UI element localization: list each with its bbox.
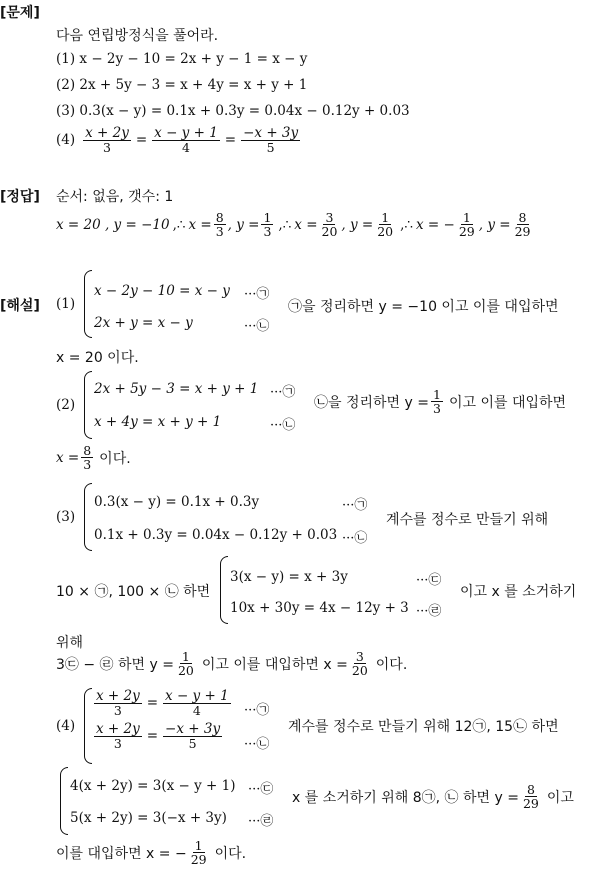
step-1-text: ㉠을 정리하면 y = −10 이고 이를 대입하면 (288, 299, 559, 315)
step-3-eq-1: 0.3(x − y) = 0.1x + 0.3y (94, 494, 260, 510)
problem-item-4: (4) $\frac{x + 2y}{3}$ = $\frac{x - y + 1}{4}$ = $\frac{-x + 3y}{5}$ (56, 125, 299, 156)
item-4-label: (4) (56, 132, 76, 149)
step-3-eq-3: 3(x − y) = x + 3y (230, 569, 348, 585)
equation-tag: ···㉠ (244, 287, 270, 302)
step-3-label: (3) (56, 509, 76, 525)
answer-header: [정답] (0, 189, 40, 205)
fraction: $\frac{x + 2y}{3}$ (96, 688, 140, 719)
step-2-text: ㉡을 정리하면 y = $\frac{1}{3}$ 이고 이를 대입하면 (314, 387, 567, 417)
step-3-text: 계수를 정수로 만들기 위해 (386, 512, 549, 528)
equation-tag: ···㉠ (244, 703, 270, 718)
fraction: $\frac{1}{3}$ (433, 387, 441, 417)
system-brace (84, 371, 92, 439)
system-brace (220, 556, 228, 624)
answer-pair-1: x = 20 , y = −10 (56, 216, 170, 233)
fraction: $\frac{x + 2y}{3}$ (85, 125, 129, 156)
equation-tag: ···㉢ (248, 782, 274, 797)
system-brace (84, 688, 92, 764)
step-2-eq-1: 2x + 5y − 3 = x + y + 1 (94, 381, 259, 397)
fraction: $\frac{8}{3}$ (215, 210, 224, 240)
step-2-label: (2) (56, 397, 76, 413)
fraction: $\frac{3}{20}$ (351, 649, 368, 679)
step-3-wrap: 위해 (56, 635, 84, 651)
equation-tag: ···㉠ (270, 385, 296, 400)
fraction: $\frac{-x + 3y}{5}$ (165, 721, 221, 752)
system-brace (60, 767, 68, 835)
step-3-multiply: 10 × ㉠, 100 × ㉡ 하면 (56, 584, 211, 600)
step-4-text: 계수를 정수로 만들기 위해 12㉠, 15㉡ 하면 (288, 719, 559, 735)
step-1-label: (1) (56, 296, 76, 312)
equation-tag: ···㉣ (248, 814, 274, 829)
fraction: $\frac{x - y + 1}{4}$ (165, 688, 229, 719)
explanation-header: [해설] (0, 298, 40, 314)
problem-item-1: (1) x − 2y − 10 = 2x + y − 1 = x − y (56, 51, 308, 67)
fraction: $\frac{x - y + 1}{4}$ (154, 125, 218, 156)
step-1-eq-1: x − 2y − 10 = x − y (94, 283, 230, 299)
step-4-text-2: x 를 소거하기 위해 8㉠, ㉡ 하면 y = $\frac{8}{29}$ 이고 (292, 782, 574, 812)
equation-tag: ···㉡ (270, 418, 296, 433)
equation-tag: ···㉡ (244, 319, 270, 334)
fraction: $\frac{8}{29}$ (514, 210, 531, 240)
problem-header: [문제] (0, 5, 40, 21)
fraction: $\frac{1}{20}$ (377, 210, 394, 240)
step-4-eq-2: $\frac{x + 2y}{3}$ = $\frac{-x + 3y}{5}$ (96, 721, 221, 752)
fraction: $\frac{8}{29}$ (522, 782, 539, 812)
fraction: $\frac{x + 2y}{3}$ (96, 721, 140, 752)
step-4-eq-1: $\frac{x + 2y}{3}$ = $\frac{x - y + 1}{4}$ (96, 688, 229, 719)
system-brace (84, 270, 92, 338)
fraction: $\frac{1}{3}$ (263, 210, 272, 240)
equation-tag: ···㉢ (416, 573, 442, 588)
step-1-result: x = 20 이다. (56, 350, 139, 366)
step-4-final: 이를 대입하면 x = − $\frac{1}{29}$ 이다. (56, 838, 247, 868)
fraction: $\frac{8}{3}$ (83, 443, 92, 473)
step-3-eq-4: 10x + 30y = 4x − 12y + 3 (230, 600, 409, 616)
step-4-label: (4) (56, 718, 76, 734)
problem-item-2: (2) 2x + 5y − 3 = x + 4y = x + y + 1 (56, 77, 308, 93)
answer-solutions: x = 20 , y = −10 ,∴ x = $\frac{8}{3}$ , y = $\frac{1}{3}$ ,∴ x = $\frac{3}{20}$ , y = $\frac{1}{20}$ ,∴ x = − $\frac{1}{29}$ , y = $\frac{8}{29}$ (56, 210, 531, 240)
fraction: $\frac{1}{29}$ (458, 210, 475, 240)
fraction: $\frac{1}{20}$ (177, 649, 194, 679)
step-2-result: x = $\frac{8}{3}$ 이다. (56, 443, 131, 473)
step-4-eq-3: 4(x + 2y) = 3(x − y + 1) (70, 778, 236, 794)
equation-tag: ···㉡ (244, 737, 270, 752)
equation-tag: ···㉠ (342, 498, 368, 513)
fraction: $\frac{1}{29}$ (190, 838, 207, 868)
step-3-line: 3㉢ − ㉣ 하면 y = $\frac{1}{20}$ 이고 이를 대입하면 x = $\frac{3}{20}$ 이다. (56, 649, 408, 679)
step-3-eq-2: 0.1x + 0.3y = 0.04x − 0.12y + 0.03 (94, 527, 338, 543)
fraction: $\frac{3}{20}$ (321, 210, 338, 240)
system-brace (84, 483, 92, 551)
problem-item-3: (3) 0.3(x − y) = 0.1x + 0.3y = 0.04x − 0.12y + 0.03 (56, 103, 410, 119)
step-4-eq-4: 5(x + 2y) = 3(−x + 3y) (70, 810, 227, 826)
fraction: $\frac{-x + 3y}{5}$ (243, 125, 299, 156)
equation-tag: ···㉡ (342, 531, 368, 546)
step-1-eq-2: 2x + y = x − y (94, 315, 193, 331)
step-2-eq-2: x + 4y = x + y + 1 (94, 414, 222, 430)
equation-tag: ···㉣ (416, 604, 442, 619)
step-3-text-2: 이고 x 를 소거하기 (460, 584, 577, 600)
answer-order-line: 순서: 없음, 갯수: 1 (56, 189, 174, 205)
problem-intro: 다음 연립방정식을 풀어라. (56, 28, 219, 44)
